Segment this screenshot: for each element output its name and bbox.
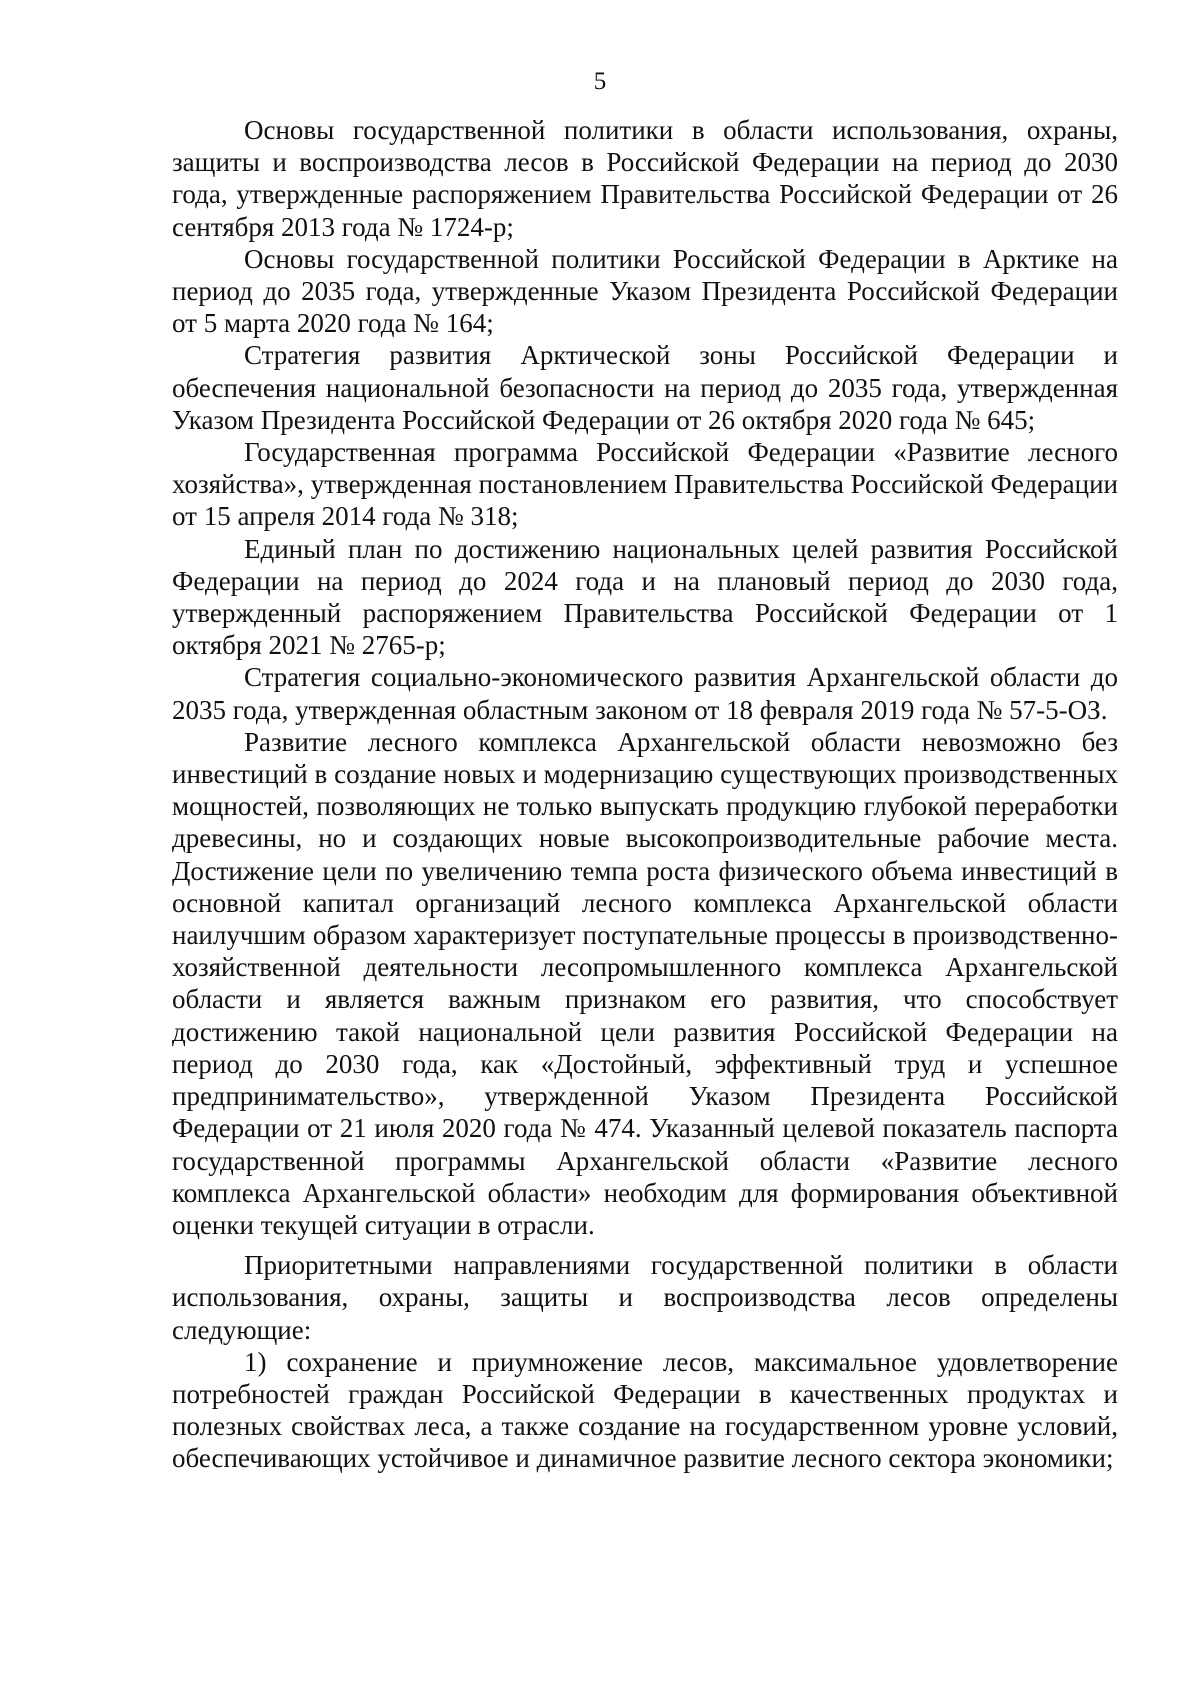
paragraph-state-program-forestry: Государственная программа Российской Федерации «Развитие лесного хозяйства», утвержденная постановлением Правительства Российской Федерации от 15 апреля 2014 года № 318; [172, 437, 1118, 532]
list-item-1: 1) сохранение и приумножение лесов, максимальное удовлетворение потребностей граждан Российской Федерации в качественных продуктах и полезных свойствах леса, а также создание на государственном уровне условий, обеспечивающих устойчивое и динамичное развитие лесного сектора экономики; [172, 1346, 1118, 1474]
paragraph-regional-strategy: Стратегия социально-экономического развития Архангельской области до 2035 года, утвержденная областным законом от 18 февраля 2019 года № 57-5-ОЗ. [172, 662, 1118, 725]
paragraph-arctic-zone-strategy: Стратегия развития Арктической зоны Российской Федерации и обеспечения национальной безопасности на период до 2035 года, утвержденная Указом Президента Российской Федерации от 26 октября 2020 года № 645; [172, 340, 1118, 435]
paragraph-arctic-policy-basics: Основы государственной политики Российской Федерации в Арктике на период до 2035 года, утвержденные Указом Президента Российской Федерации от 5 марта 2020 года № 164; [172, 243, 1118, 339]
paragraph-unified-plan: Единый план по достижению национальных целей развития Российской Федерации на период до 2024 года и на плановый период до 2030 года, утвержденный распоряжением Правительства Российской Федерации от 1 октября 2021 № 2765-р; [172, 533, 1118, 661]
paragraph-forest-policy-basics: Основы государственной политики в области использования, охраны, защиты и воспроизводства лесов в Российской Федерации на период до 2030 года, утвержденные распоряжением Правительства Российской Федерации от 26 сентября 2013 года № 1724-р; [172, 115, 1118, 242]
paragraph-forest-complex-development: Развитие лесного комплекса Архангельской области невозможно без инвестиций в создание новых и модернизацию существующих производственных мощностей, позволяющих не только выпускать продукцию глубокой переработки древесины, но и создающих новые высокопроизводительные рабочие места. Достижение цели по увеличению темпа роста физического объема инвестиций в основной капитал организаций лесного комплекса Архангельской области наилучшим образом характеризует поступательные процессы в производственно-хозяйственной деятельности лесопромышленного комплекса Архангельской области и является важным признаком его развития, что способствует достижению такой национальной цели развития Российской Федерации на период до 2030 года, как «Достойный, эффективный труд и успешное предпринимательство», утвержденной Указом Президента Российской Федерации от 21 июля 2020 года № 474. Указанный целевой показатель паспорта государственной программы Архангельской области «Развитие лесного комплекса Архангельской области» необходим для формирования объективной оценки текущей ситуации в отрасли. [172, 726, 1118, 1240]
paragraph-priority-directions: Приоритетными направлениями государственной политики в области использования, охраны, защиты и воспроизводства лесов определены следующие: [172, 1250, 1118, 1345]
document-body [172, 114, 1118, 1475]
page-number: 5 [593, 68, 607, 95]
